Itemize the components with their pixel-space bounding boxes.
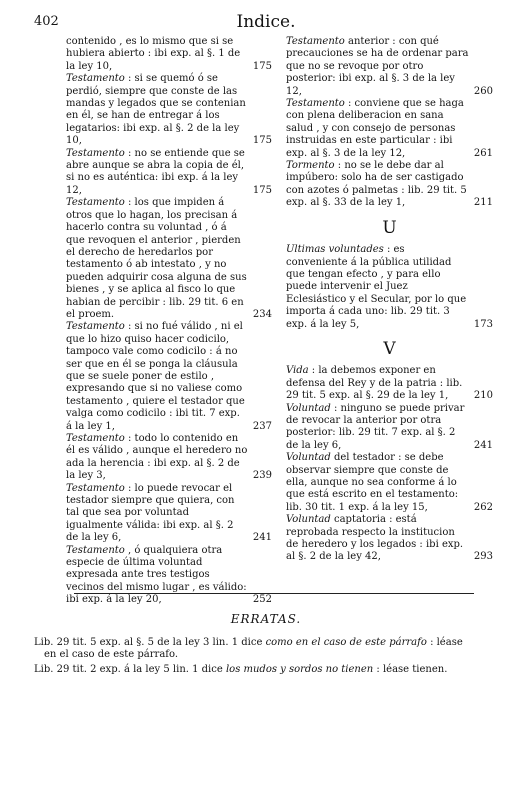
errata-entry [34, 664, 504, 676]
entry-keyword: Testamento [66, 197, 125, 209]
entry-keyword: Testamento [286, 36, 345, 47]
page-reference: 260 [473, 85, 493, 97]
page-reference: 175 [252, 60, 272, 72]
page-reference: 252 [252, 594, 272, 606]
right-column [286, 36, 493, 564]
index-entry [286, 36, 493, 98]
entry-keyword: Ultimas voluntades [286, 244, 384, 256]
section-letter: U [382, 217, 397, 238]
entry-text: : los que impiden á otros que lo hagan, los precisan á hacerlo contra su voluntad , ó á que revoquen el anterior , pierden el derecho de heredarlos por testamento ó ab intestato , y no pueden adquirir cosa alguna de sus bienes , y se aplica al fisco lo que habian de percibir : lib. 29 tit. 6 en el proem. [66, 197, 247, 320]
entry-text: : lo puede revocar el testador siempre que quiera, con tal que sea por voluntad igualmente válida: ibi exp. al §. 2 de la ley 6, [66, 482, 235, 544]
page-reference: 211 [473, 197, 493, 209]
errata-entry [34, 637, 504, 662]
index-entry [286, 452, 493, 514]
entry-text: del testador : se debe observar siempre que conste de ella, aunque no sea conforme á lo que está escrito en el testamento: lib. 30 tit. 1 exp. á la ley 15, [286, 452, 459, 513]
index-entry [286, 98, 493, 160]
index-entry [286, 160, 493, 210]
page-number: 402 [34, 14, 59, 29]
entry-keyword: Testamento [286, 98, 345, 110]
page-reference: 241 [252, 532, 272, 544]
errata-text: : léase tienen. [376, 664, 448, 675]
page-reference: 262 [473, 501, 493, 513]
page-reference: 210 [473, 390, 493, 402]
page-reference: 234 [252, 308, 272, 320]
entry-text: : es conveniente á la pública utilidad que tengan efecto , y para ello puede intervenir el Juez Eclesiástico y el Secular, por lo que importa á cada uno: lib. 29 tit. 3 exp. á la ley 5, [286, 244, 467, 330]
index-entry [66, 36, 272, 73]
index-entry [66, 73, 272, 147]
entry-text: : conviene que se haga con plena deliberacion en sana salud , y con consejo de personas instruidas en este particular : ibi exp. al §. 3 de la ley 12, [286, 98, 464, 159]
entry-keyword: Vida [286, 365, 309, 377]
index-entry [66, 197, 272, 321]
page-reference: 175 [252, 135, 272, 147]
entry-text: : no se entiende que se abre aunque se abra la copia de él, si no es auténtica: ibi exp. á la ley 12, [66, 147, 245, 196]
entry-keyword: Testamento [66, 73, 125, 85]
index-entry [66, 321, 272, 433]
page-header [34, 12, 498, 36]
errata-quoted-text: los mudos y sordos no tienen [225, 664, 374, 675]
page-reference: 241 [473, 439, 493, 451]
index-entry [286, 403, 493, 453]
index-entry [66, 433, 272, 483]
index-entry [286, 365, 493, 402]
errata-quoted-text: como en el caso de este párrafo [265, 637, 427, 648]
index-entry [286, 514, 493, 564]
errata-title: ERRATAS. [230, 612, 302, 626]
entry-text: , ó qualquiera otra especie de última voluntad expresada ante tres testigos vecinos del mismo lugar , es válido: ibi exp. á la ley 20, [66, 544, 247, 606]
left-column [66, 36, 272, 607]
entry-text: : la debemos exponer en defensa del Rey y de la patria : lib. 29 tit. 5 exp. al §. 29 de la ley 1, [286, 365, 463, 402]
entry-keyword: Testamento [66, 147, 125, 159]
entry-text: anterior : con qué precauciones se ha de ordenar para que no se revoque por otro posterior: ibi exp. al §. 3 de la ley 12, [286, 36, 469, 97]
page-reference: 293 [473, 551, 493, 563]
entry-text: : no se le debe dar al impúbero: solo ha de ser castigado con azotes ó palmetas : lib. 29 tit. 5 exp. al §. 33 de la ley 1, [286, 160, 467, 209]
entry-text: contenido , es lo mismo que si se hubiera abierto : ibi exp. al §. 1 de la ley 10, [66, 36, 241, 72]
entry-keyword: Testamento [66, 321, 125, 333]
index-entry [66, 148, 272, 198]
index-entry [66, 483, 272, 545]
errata-correction: en el caso de este párrafo. [44, 649, 178, 661]
errata-text: Lib. 29 tit. 2 exp. á la ley 5 lin. 1 dice [34, 664, 223, 675]
index-entry [66, 545, 272, 607]
entry-text: : si no fué válido , ni el que lo hizo quiso hacer codicilo, tampoco vale como codicilo : á no ser que en él se ponga la cláusula que se suele poner de estilo , expresando que si no valiese como testamento , quiere el testador que valga como codicilo : ibi tit. 7 exp. á la ley 1, [66, 321, 245, 432]
page-reference: 261 [473, 147, 493, 159]
page-reference: 237 [252, 420, 272, 432]
entry-text: captatoria : está reprobada respecto la institucion de heredero y los legados : ibi exp. al §. 2 de la ley 42, [286, 514, 464, 563]
page-reference: 173 [473, 318, 493, 330]
entry-text: : todo lo contenido en él es válido , aunque el heredero no ada la herencia : ibi exp. al §. 2 de la ley 3, [66, 433, 248, 482]
section-letter: V [383, 338, 396, 359]
entry-text: : si se quemó ó se perdió, siempre que conste de las mandas y legados que se contenian en él, se han de entregar á los legatarios: ibi exp. al §. 2 de la ley 10, [66, 73, 246, 147]
entry-keyword: Tormento [286, 160, 335, 172]
entry-keyword: Testamento [66, 433, 125, 444]
running-title: Indice. [236, 12, 296, 32]
index-entry [286, 244, 493, 331]
entry-keyword: Voluntad [286, 514, 331, 526]
entry-keyword: Voluntad [286, 452, 331, 464]
entry-keyword: Testamento [66, 482, 125, 494]
page-reference: 239 [252, 470, 272, 482]
entry-keyword: Voluntad [286, 402, 331, 414]
page-reference: 175 [252, 184, 272, 196]
separator-rule [74, 593, 474, 594]
entry-keyword: Testamento [66, 544, 125, 556]
errata-text: : léase [430, 637, 463, 648]
errata-text: Lib. 29 tit. 5 exp. al §. 5 de la ley 3 lin. 1 dice [34, 637, 263, 648]
entry-text: : ninguno se puede privar de revocar la anterior por otra posterior: lib. 29 tit. 7 exp. al §. 2 de la ley 6, [286, 402, 465, 451]
